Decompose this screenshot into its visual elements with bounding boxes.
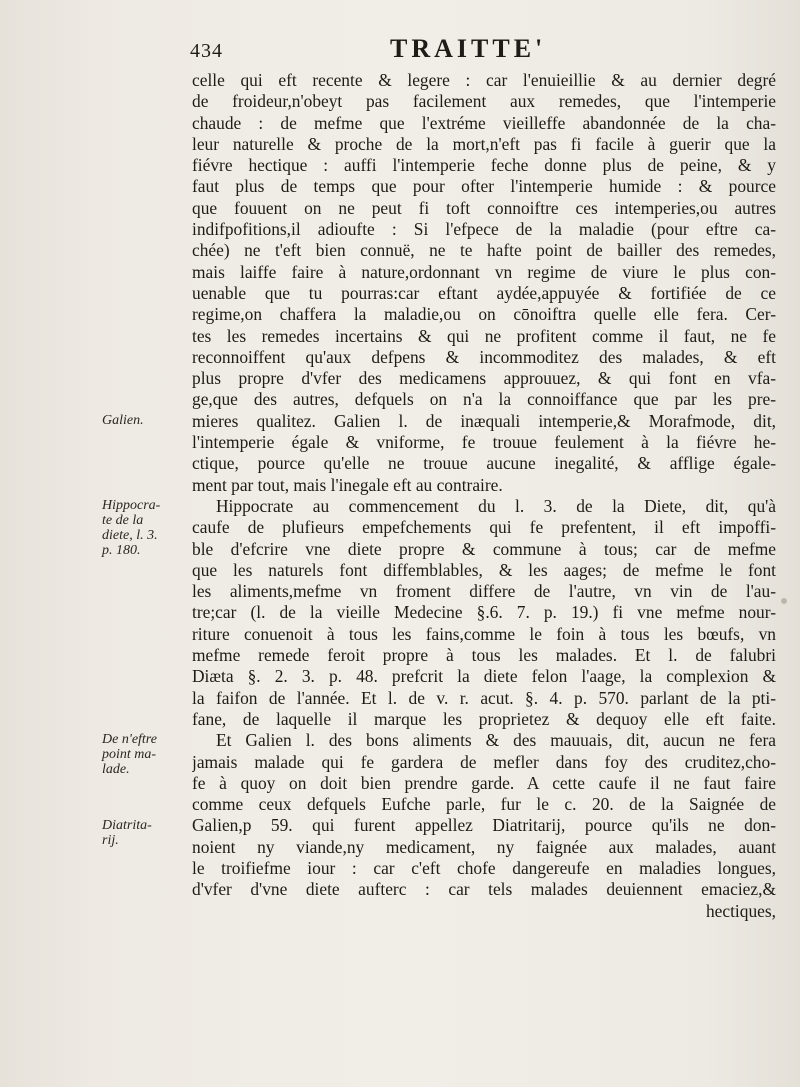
text-line: regime,on chaffera la maladie,ou on cōnoiftra quelle elle fera. Cer- bbox=[192, 304, 776, 325]
text-line: Et Galien l. des bons aliments & des mauuais, dit, aucun ne fera bbox=[216, 730, 776, 751]
margin-note-line: rij. bbox=[102, 832, 119, 848]
text-line: ment par tout, mais l'inegale eft au contraire. bbox=[192, 474, 503, 495]
margin-note-line: diete, l. 3. bbox=[102, 528, 158, 543]
text-line: la faifon de l'année. Et l. de v. r. acut. §. 4. p. 570. parlant de la pti- bbox=[192, 687, 776, 708]
text-line: caufe de plufieurs empefchements qui fe prefentent, il eft impoffi- bbox=[192, 517, 776, 538]
margin-note-line: point ma- bbox=[102, 747, 157, 763]
text-line: Galien,p 59. qui furent appellez Diatritarij, pource qu'ils ne don- bbox=[192, 815, 776, 836]
text-line: leur naturelle & proche de la mort,n'eft pas fi facile à guerir que la bbox=[192, 133, 776, 154]
text-line: les aliments,mefme vn froment differe de l'autre, vn vin de l'au- bbox=[192, 581, 776, 602]
text-line: celle qui eft recente & legere : car l'enuieillie & au dernier degré bbox=[192, 70, 776, 90]
margin-note-line: te de la bbox=[102, 513, 144, 528]
text-line: Diæta §. 2. 3. p. 48. prefcrit la diete felon l'aage, la complexion & bbox=[192, 666, 776, 687]
text-line: mieres qualitez. Galien l. de inæquali intemperie,& Morafmode, dit, bbox=[192, 410, 776, 431]
text-line: d'vfer d'vne diete aufterc : car tels malades deuiennent emaciez,& bbox=[192, 879, 776, 900]
text-line: Hippocrate au commencement du l. 3. de la Diete, dit, qu'à bbox=[216, 495, 776, 516]
page-header bbox=[190, 34, 770, 64]
text-line: reconnoiffent qu'aux defpens & incommoditez des malades, & eft bbox=[192, 346, 776, 367]
body-text bbox=[192, 70, 776, 922]
text-line: mais laiffe faire à nature,ordonnant vn regime de viure le plus con- bbox=[192, 261, 776, 282]
text-line: ge,que des autres, defquels on n'a la connoiffance que par les pre- bbox=[192, 389, 776, 410]
margin-note bbox=[102, 498, 186, 558]
text-line: riture conuenoit à tous les fains,comme le foin à tous les bœufs, vn bbox=[192, 623, 776, 644]
text-line: hectiques, bbox=[705, 900, 776, 921]
margin-note-line: De n'eftre bbox=[102, 732, 157, 748]
text-line: uenable que tu pourras:car eftant aydée,appuyée & fortifiée de ce bbox=[192, 282, 776, 303]
margin-note-line: Hippocra- bbox=[102, 498, 161, 513]
margin-note-line: p. 180. bbox=[102, 543, 141, 558]
margin-note-line: Galien. bbox=[102, 412, 144, 428]
margin-note bbox=[102, 732, 186, 777]
text-line: chée) ne t'eft bien connuë, ne te hafte point de bailler des remedes, bbox=[192, 240, 776, 261]
text-line: tre;car (l. de la vieille Medecine §.6. 7. p. 19.) fi vne mefme nour- bbox=[192, 602, 776, 623]
text-line: ble d'efcrire vne diete propre & commune à tous; car de mefme bbox=[192, 538, 776, 559]
text-line: fe à quoy on doit bien prendre garde. A cette caufe il ne faut faire bbox=[192, 772, 776, 793]
margin-note-line: lade. bbox=[102, 762, 130, 778]
text-line: que fouuent on ne peut fi toft connoiftre ces intemperies,ou autres bbox=[192, 197, 776, 218]
text-line: faut plus de temps que pour ofter l'intemperie humide : & pource bbox=[192, 176, 776, 197]
text-line: chaude : de mefme que l'extréme vieilleffe abandonnée de la cha- bbox=[192, 112, 776, 133]
text-line: fane, de laquelle il marque les proprietez & dequoy elle eft faite. bbox=[192, 708, 776, 729]
text-line: le troifiefme iour : car c'eft chofe dangereufe en maladies longues, bbox=[192, 857, 776, 878]
text-line: noient ny viande,ny medicament, ny faignée aux malades, auant bbox=[192, 836, 776, 857]
text-line: tes les remedes incertains & qui ne profitent comme il faut, ne fe bbox=[192, 325, 776, 346]
margin-note-line: Diatrita- bbox=[102, 817, 152, 833]
text-line: de froideur,n'obeyt pas facilement aux remedes, que l'intemperie bbox=[192, 91, 776, 112]
text-line: l'intemperie égale & vniforme, fe trouue feulement à la fiévre he- bbox=[192, 432, 776, 453]
running-title: TRAITTE' bbox=[390, 34, 547, 63]
text-line: que les naturels font diffemblables, & les aages; de mefme le font bbox=[192, 559, 776, 580]
page-number: 434 bbox=[190, 40, 223, 62]
text-line: ctique, pource qu'elle ne trouue aucune inegalité, & afflige égale- bbox=[192, 453, 776, 474]
margin-note bbox=[102, 818, 186, 848]
paper-speck bbox=[781, 598, 787, 604]
text-line: indifpofitions,il adioufte : Si l'efpece de la maladie (pour eftre ca- bbox=[192, 219, 776, 240]
text-line: plus propre d'vfer des medicamens approuuez, & qui font en vfa- bbox=[192, 368, 776, 389]
margin-note bbox=[102, 413, 186, 428]
text-line: jamais malade qui fe gardera de mefler dans foy des cruditez,cho- bbox=[192, 751, 776, 772]
text-line: mefme remede feroit propre à tous les malades. Et l. de falubri bbox=[192, 645, 776, 666]
text-line: comme ceux defquels Eufche parle, fur le c. 20. de la Saignée de bbox=[192, 794, 776, 815]
text-line: fiévre hectique : auffi l'intemperie feche donne plus de peine, & y bbox=[192, 155, 776, 176]
